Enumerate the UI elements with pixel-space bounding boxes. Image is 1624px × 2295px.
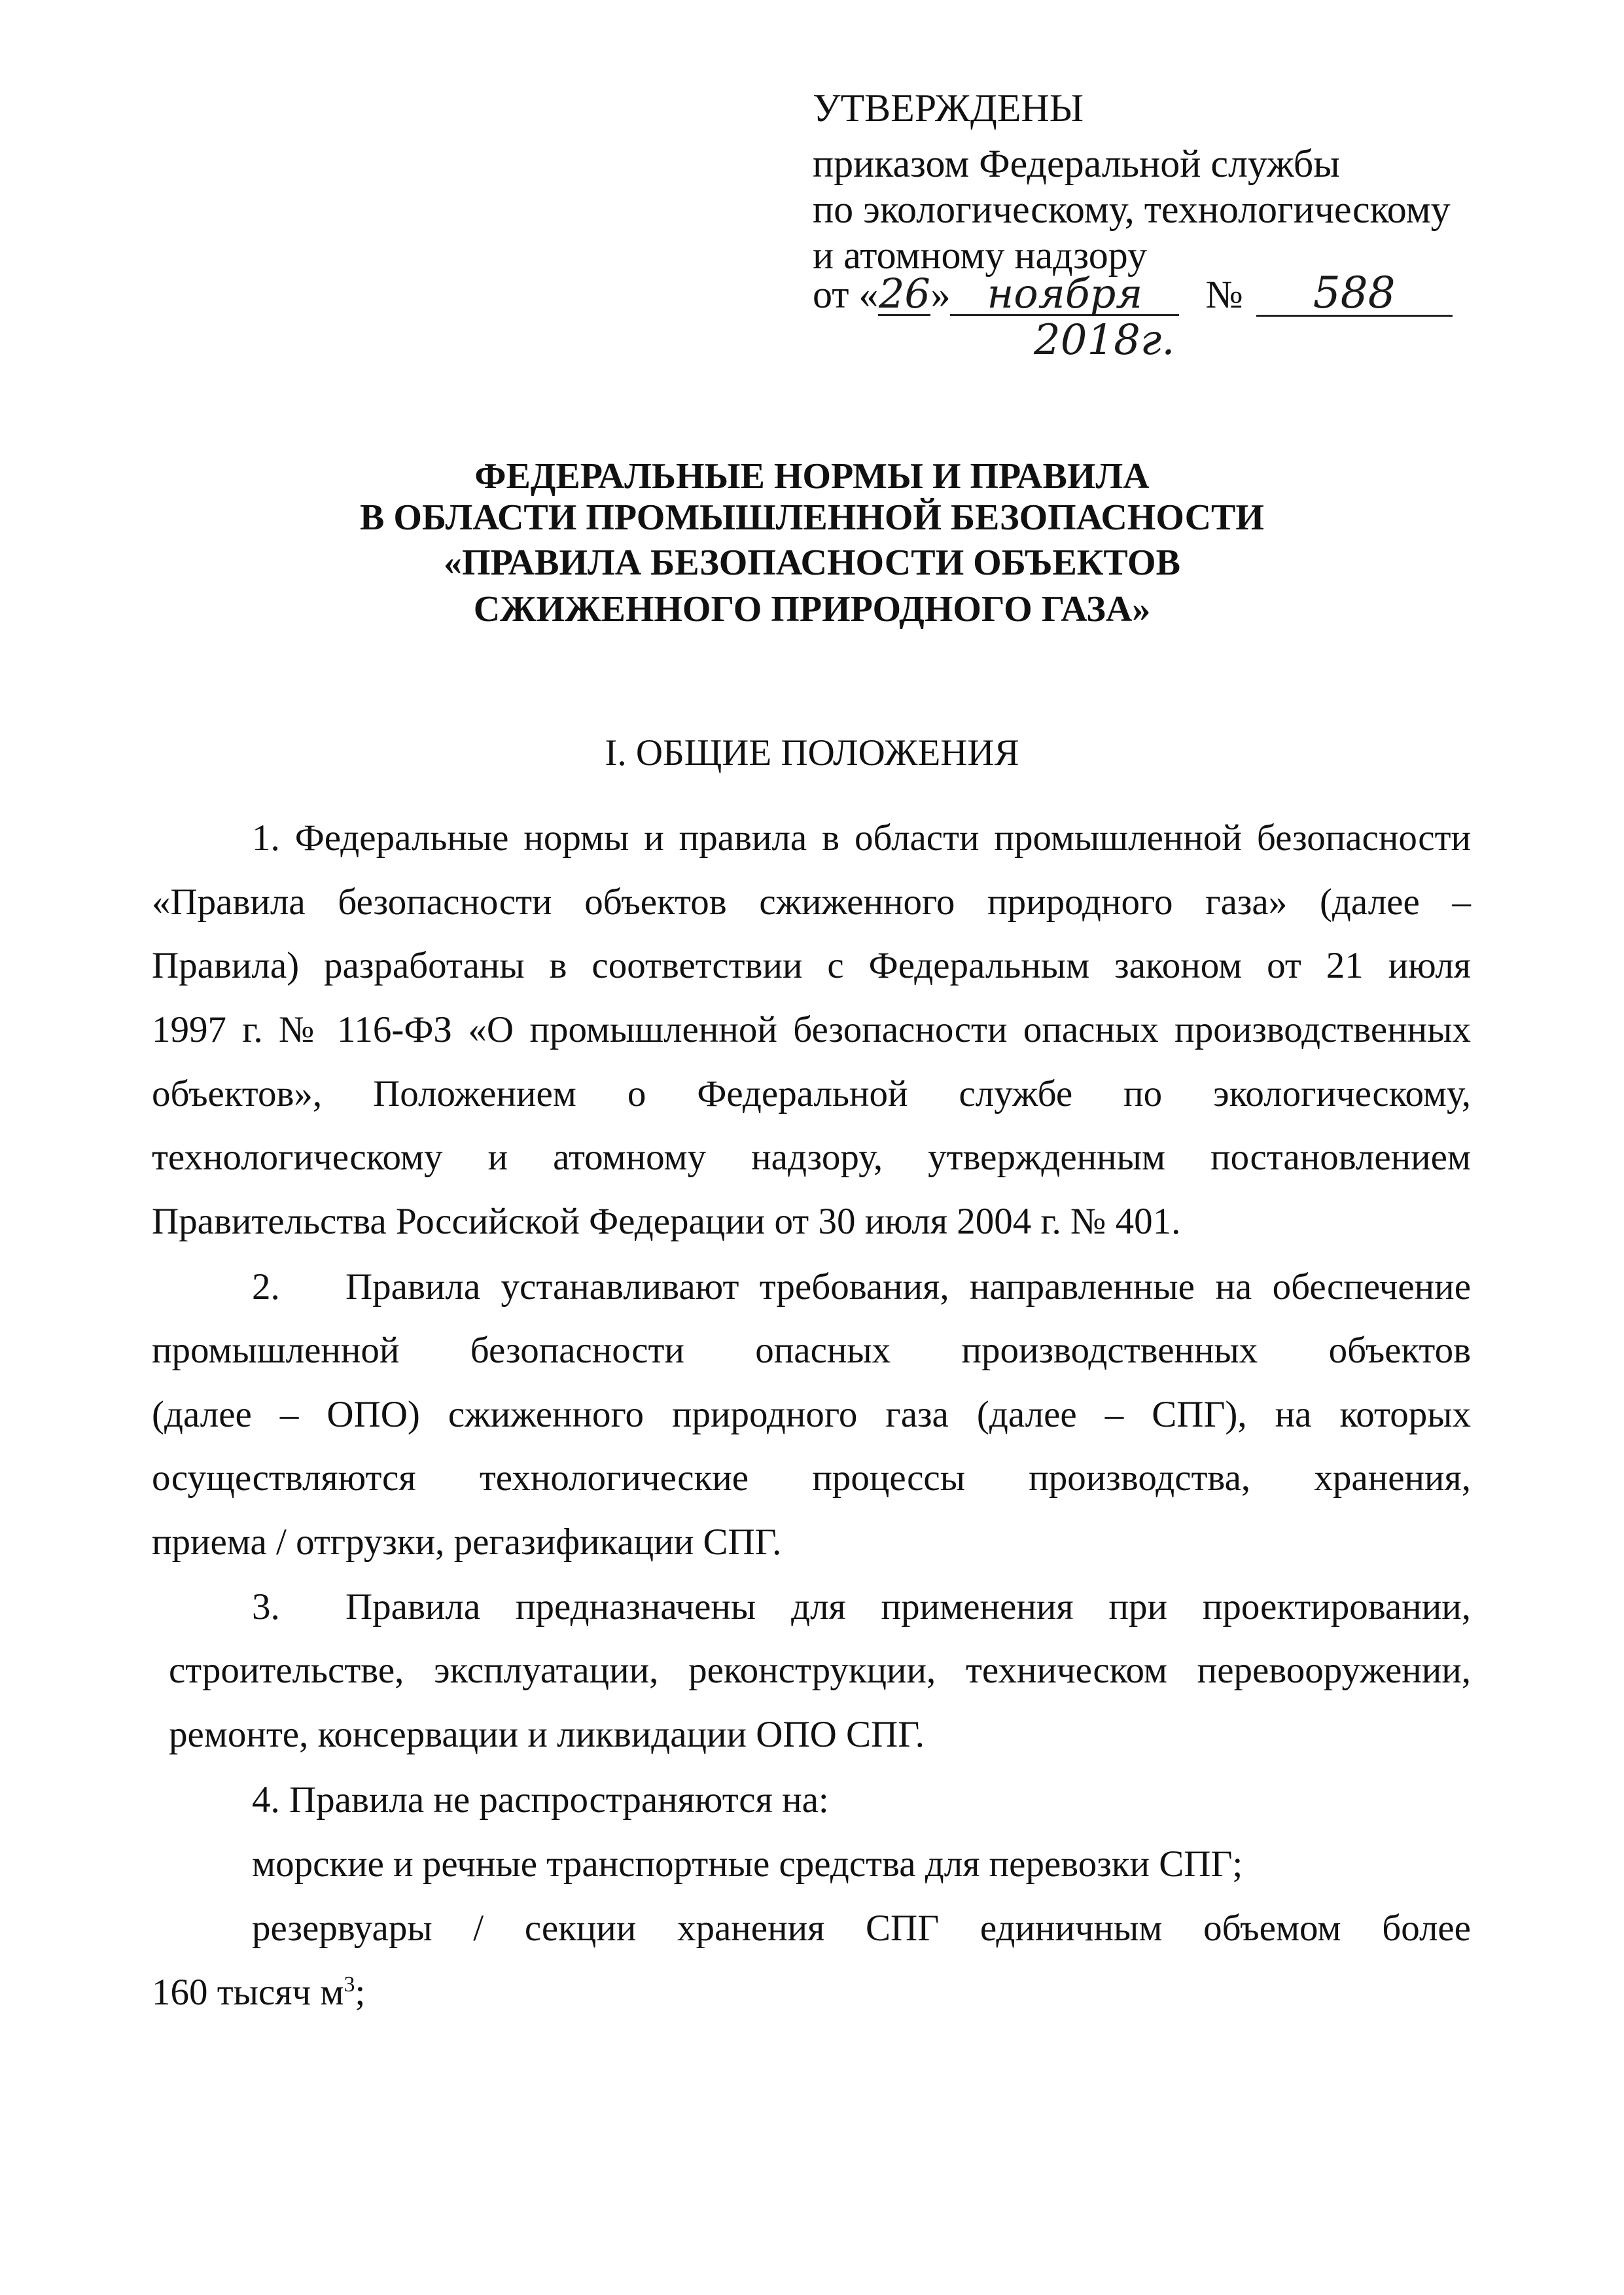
approval-label: УТВЕРЖДЕНЫ <box>813 86 1084 130</box>
approval-issuer-line: приказом Федеральной службы <box>813 142 1340 185</box>
paragraph-1-line: 1997 г. № 116-ФЗ «О промышленной безопасности опасных производственных <box>152 1009 1471 1050</box>
date-prefix: от « <box>813 273 879 316</box>
paragraph-1-line: Правительства Российской Федерации от 30 июля 2004 г. № 401. <box>152 1201 1181 1242</box>
order-year-handwritten: 2018г. <box>1034 316 1175 365</box>
paragraph-3-number: 3. <box>252 1586 280 1628</box>
paragraph-2-line: промышленной безопасности опасных производственных объектов <box>152 1330 1471 1371</box>
paragraph-4-line: 4. Правила не распространяются на: <box>252 1779 829 1821</box>
document-title-line: «ПРАВИЛА БЕЗОПАСНОСТИ ОБЪЕКТОВ <box>444 543 1180 583</box>
paragraph-2-line: (далее – ОПО) сжиженного природного газа (далее – СПГ), на которых <box>152 1394 1471 1435</box>
paragraph-1-line: «Правила безопасности объектов сжиженного природного газа» (далее – <box>152 881 1471 923</box>
paragraph-4-list-item: морские и речные транспортные средства для перевозки СПГ; <box>252 1843 1243 1885</box>
approval-issuer-line: по экологическому, технологическому <box>813 188 1451 231</box>
paragraph-1-line: Правила) разработаны в соответствии с Федеральным законом от 21 июля <box>152 945 1471 986</box>
paragraph-1-line: объектов», Положением о Федеральной службе по экологическому, <box>152 1073 1471 1114</box>
document-title-line: СЖИЖЕННОГО ПРИРОДНОГО ГАЗА» <box>473 589 1151 630</box>
cubic-superscript: 3 <box>344 1972 355 1997</box>
paragraph-3-line: ремонте, консервации и ликвидации ОПО СПГ. <box>169 1714 925 1755</box>
date-month-handwritten: ноября <box>950 274 1179 316</box>
paragraph-2-number: 2. <box>252 1266 280 1308</box>
paragraph-3-line: строительстве, эксплуатации, реконструкции, техническом перевооружении, <box>169 1650 1471 1691</box>
paragraph-2-line: Правила устанавливают требования, направленные на обеспечение <box>345 1266 1471 1308</box>
date-mid: » <box>930 273 951 316</box>
order-number-handwritten: 588 <box>1256 272 1453 317</box>
semicolon: ; <box>355 1972 366 2013</box>
paragraph-1-line: технологическому и атомному надзору, утвержденным постановлением <box>152 1137 1471 1178</box>
paragraph-3-line: Правила предназначены для применения при проектировании, <box>345 1586 1471 1628</box>
volume-text: 160 тысяч м <box>152 1972 344 2013</box>
approval-issuer-line: и атомному надзору <box>813 234 1147 277</box>
paragraph-4-list-item-end <box>152 1974 365 2011</box>
section-heading: I. ОБЩИЕ ПОЛОЖЕНИЯ <box>605 732 1019 774</box>
paragraph-1-line: 1. Федеральные нормы и правила в области промышленной безопасности <box>252 817 1471 859</box>
paragraph-2-line: осуществляются технологические процессы производства, хранения, <box>152 1457 1471 1499</box>
date-day-handwritten: 26 <box>878 270 930 317</box>
document-title-line: В ОБЛАСТИ ПРОМЫШЛЕННОЙ БЕЗОПАСНОСТИ <box>360 497 1264 538</box>
document-title-line: ФЕДЕРАЛЬНЫЕ НОРМЫ И ПРАВИЛА <box>474 456 1150 497</box>
paragraph-4-list-item: резервуары / секции хранения СПГ единичным объемом более <box>252 1908 1471 1949</box>
paragraph-2-line: приема / отгрузки, регазификации СПГ. <box>152 1521 782 1563</box>
number-sign: № <box>1205 273 1243 316</box>
approval-date-line <box>813 268 1453 318</box>
